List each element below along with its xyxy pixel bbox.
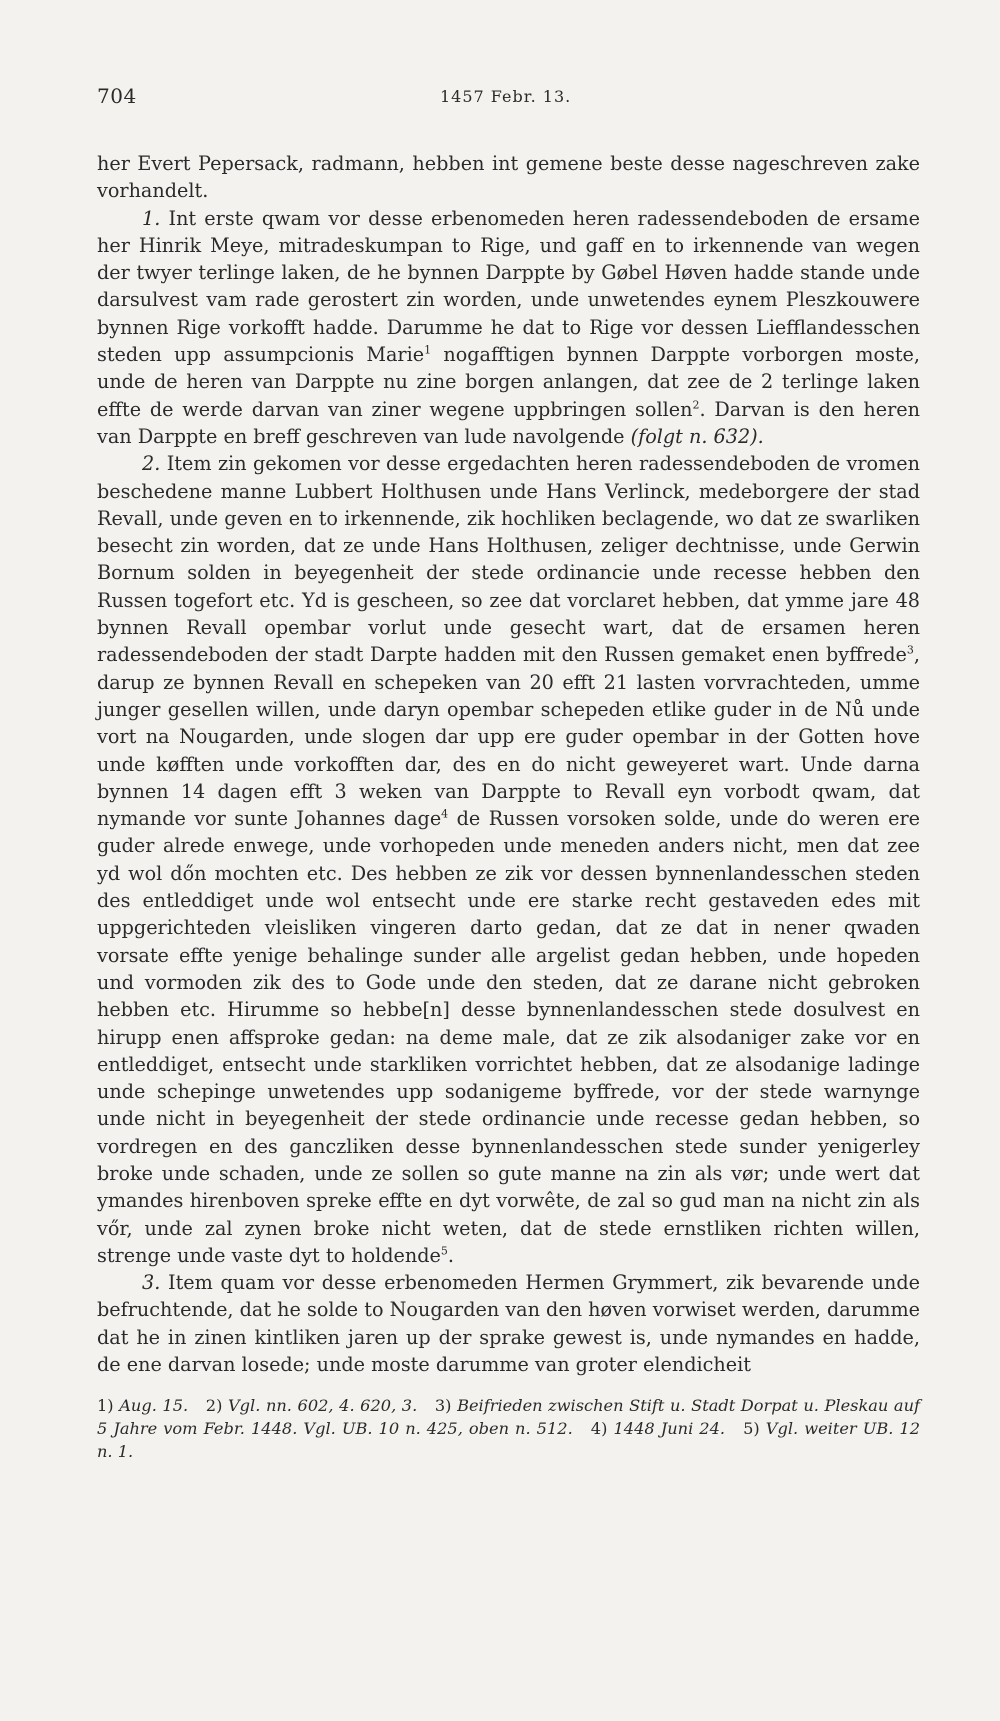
paragraph-text: . Darvan is den heren van Darppte en breff geschreven van lude navolgende <box>97 397 920 448</box>
footnote-text: Vgl. nn. 602, 4. 620, 3. <box>227 1396 418 1416</box>
running-date: 1457 Febr. 13. <box>440 87 572 106</box>
paragraph-text: , darup ze bynnen Revall en schepeken van 20 efft 21 lasten vorvrachteden, umme junger gesellen willen, unde daryn opembar schepeden etlike guder in de Nů unde vort na Nougarden, unde slogen dar upp ere guder opembar in der Gotten hove unde køfften unde vorkofften dar, des en do nicht geweyeret wart. Unde darna bynnen 14 dagen efft 3 weken van Darppte to Revall eyn vorbodt qwam, dat nymande vor sunte Johannes dage <box>97 643 920 831</box>
footnote <box>97 1396 188 1415</box>
footnote <box>206 1396 417 1415</box>
section-number: 1. <box>142 206 161 230</box>
footnote-text: Aug. 15. <box>119 1396 189 1416</box>
footnote-ref: 1 <box>424 343 432 357</box>
footnote-ref: 5 <box>440 1244 448 1258</box>
paragraph-text: Int erste qwam vor desse erbenomeden heren radessendeboden de ersame her Hinrik Meye, mitradeskumpan to Rige, und gaff en to irkennende van wegen der twyer terlinge laken, de he bynnen Darppte by Gøbel Høven hadde stande unde darsulvest vam rade gerostert zin worden, unde unwetendes eynem Pleszkouwere bynnen Rige vorkofft hadde. Darumme he dat to Rige vor dessen Liefflandesschen steden upp assumpcionis Marie <box>97 206 920 367</box>
footnote-ref: 3 <box>906 643 914 657</box>
page-number: 704 <box>97 84 137 108</box>
paragraph-2 <box>97 450 920 1269</box>
paragraph-text: de Russen vorsoken solde, unde do weren ere guder alrede enwege, unde vorhopeden unde meneden anders nicht, men dat zee yd wol dőn mochten etc. Des hebben ze zik vor dessen bynnenlandesschen steden des entleddiget unde wol entsecht unde ere starke recht gestaveden edes mit uppgerichteden vleisliken vingeren darto gedan, dat ze dat in nener qwaden vorsate effte yenige behalinge sunder alle argelist gedan hebben, unde hopeden und vormoden zik des to Gode unde den steden, dat ze darane nicht gebroken hebben etc. Hirumme so hebbe[n] desse bynnenlandesschen stede dosulvest en hirupp enen affsproke gedan: na deme male, dat ze zik alsodaniger zake vor en entleddiget, entsecht unde starkliken vorrichtet hebben, dat ze alsodanige ladinge unde schepinge unwetendes upp sodanigeme byffrede, vor der stede warnynge unde nicht in beyegenheit der stede ordinancie unde recesse gedan hebben, so vordregen en des ganczliken desse bynnenlandesschen stede sunder yenigerley broke unde schaden, unde ze sollen so gute manne na zin als vør; unde wert dat ymandes hirenboven spreke effte en dyt vorwête, de zal so gud man na nicht zin als vőr, unde zal zynen broke nicht weten, dat de stede ernstliken richten willen, strenge unde vaste dyt to holdende <box>97 807 920 1267</box>
footnote-marker: 1) <box>97 1396 114 1416</box>
paragraph-text: Item quam vor desse erbenomeden Hermen Grymmert, zik bevarende unde befruchtende, dat he solde to Nougarden van den høven vorwiset werden, darumme dat he in zinen kintliken jaren up der sprake gewest is, unde nymandes en hadde, de ene darvan losede; unde moste darumme van groter elendicheit <box>97 1271 920 1377</box>
footnotes <box>97 1394 920 1463</box>
footnote-marker: 2) <box>205 1396 223 1416</box>
section-number: 2. <box>142 452 161 476</box>
footnote-marker: 3) <box>434 1396 452 1416</box>
footnote-text: Vgl. weiter UB. 12 n. 1. <box>97 1419 921 1462</box>
paragraph-text: . <box>447 1243 455 1267</box>
footnote-text: 1448 Juni 24. <box>613 1419 726 1439</box>
footnote <box>591 1419 725 1438</box>
footnote-text: Beifrieden zwischen Stift u. Stadt Dorpat u. Pleskau auf 5 Jahre vom Febr. 1448. Vgl. UB. 10 n. 425, oben n. 512. <box>97 1396 921 1439</box>
paragraph-text: Item zin gekomen vor desse ergedachten heren radessendeboden de vromen beschedene manne Lubbert Holthusen unde Hans Verlinck, medeborgere der stad Revall, unde geven en to irkennende, zik hochliken beclagende, wo dat ze swarliken besecht zin worden, dat ze unde Hans Holthusen, zeliger dechtnisse, unde Gerwin Bornum solden in beyegenheit der stede ordinancie unde recesse hebben den Russen togefort etc. Yd is gescheen, so zee dat vorclaret hebben, dat ymme jare 48 bynnen Revall opembar vorlut unde gesecht wart, dat de ersamen heren radessendeboden der stadt Darpte hadden mit den Russen gemaket enen byffrede <box>97 452 920 667</box>
footnote-ref: 4 <box>441 807 449 821</box>
paragraph-3 <box>97 1269 920 1378</box>
main-text <box>97 150 920 1378</box>
footnote-line <box>97 1394 920 1463</box>
section-number: 3. <box>142 1271 161 1295</box>
paragraph-1 <box>97 205 920 451</box>
footnote-ref: 2 <box>692 398 700 412</box>
footnote-marker: 5) <box>743 1419 760 1439</box>
running-header <box>97 84 920 120</box>
intro-paragraph: her Evert Pepersack, radmann, hebben int gemene beste desse nageschreven zake vorhandelt. <box>97 152 920 203</box>
editorial-reference: (folgt n. 632). <box>630 424 764 448</box>
footnote-marker: 4) <box>590 1419 608 1439</box>
paragraph-text: nogafftigen bynnen Darppte vorborgen moste, unde de heren van Darppte nu zine borgen anlangen, dat zee de 2 terlinge laken effte de werde darvan van ziner wegene uppbringen sollen <box>97 343 921 421</box>
